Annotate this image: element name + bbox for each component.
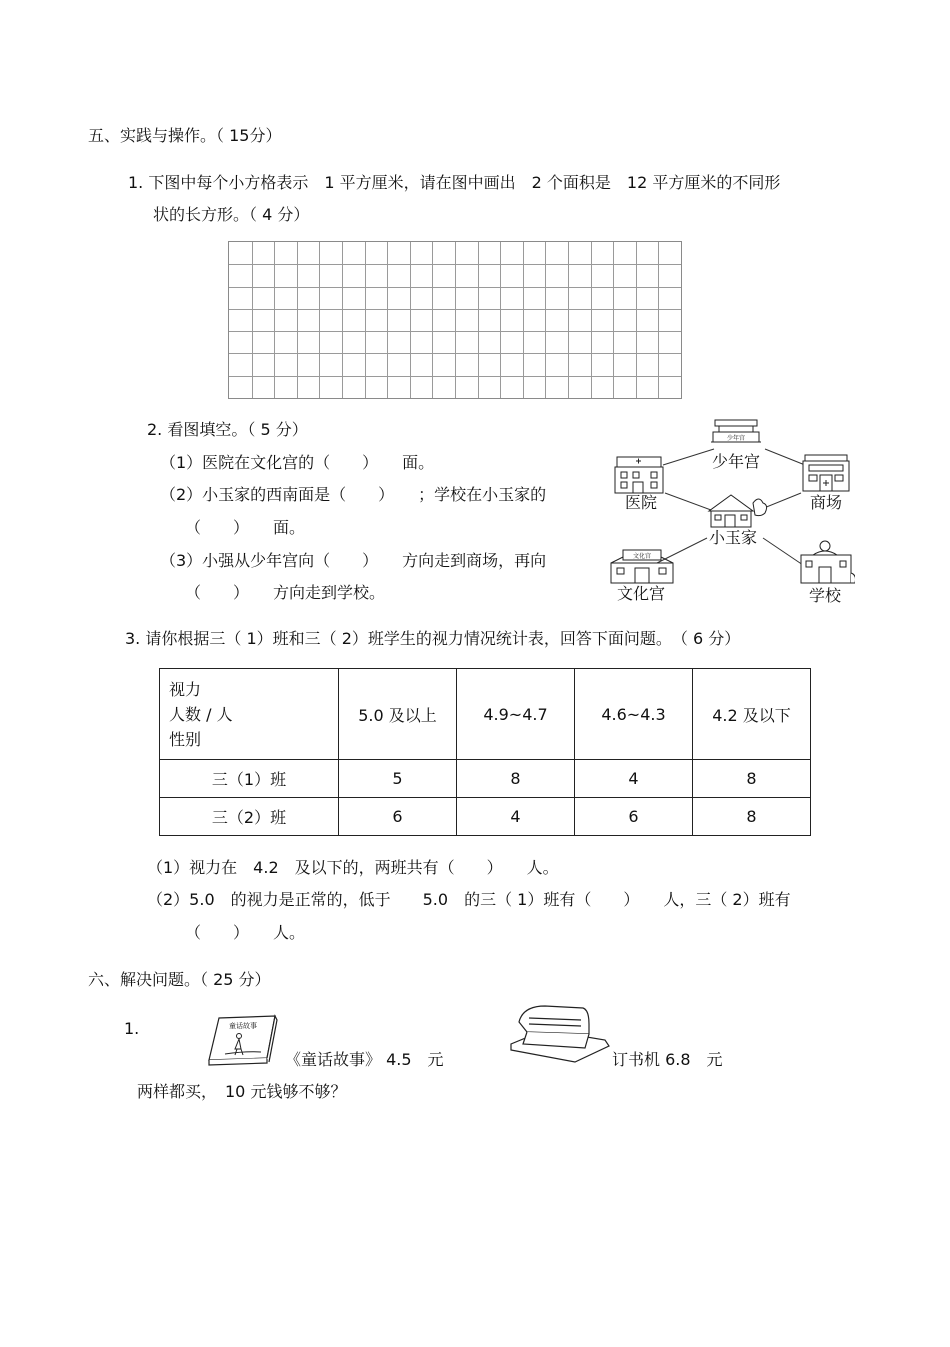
grid-line-vertical bbox=[455, 242, 456, 398]
table-cell: 5 bbox=[339, 760, 457, 798]
grid-line-vertical bbox=[342, 242, 343, 398]
q3-subquestion-2: （2）5.0 的视力是正常的，低于 5.0 的三（ 1）班有（ ） 人，三（ 2）班有 bbox=[147, 890, 791, 909]
grid-line-vertical bbox=[500, 242, 501, 398]
q3-subquestion-2-cont: （ ） 人。 bbox=[185, 923, 306, 942]
grid-line-horizontal bbox=[229, 264, 681, 265]
table-corner-cell bbox=[160, 669, 339, 760]
book-cover-title: 童话故事 bbox=[229, 1022, 257, 1030]
grid-line-vertical bbox=[523, 242, 524, 398]
map-label-shaoniangong: 少年宫 bbox=[711, 452, 761, 471]
q3-subquestion-1: （1）视力在 4.2 及以下的，两班共有（ ） 人。 bbox=[147, 858, 559, 877]
grid-line-vertical bbox=[636, 242, 637, 398]
corner-label-gender: 性别 bbox=[169, 729, 202, 749]
table-row-label: 三（2）班 bbox=[160, 798, 339, 836]
school-building-icon bbox=[801, 541, 855, 583]
table-header-row bbox=[160, 669, 811, 760]
q1-text-line1: 1. 下图中每个小方格表示 1 平方厘米，请在图中画出 2 个面积是 12 平方厘米的不同形 bbox=[128, 173, 781, 192]
q2-part2-cont: （ ） 面。 bbox=[185, 518, 306, 537]
house-icon bbox=[709, 495, 767, 527]
map-label-wenhuagong: 文化宫 bbox=[616, 584, 666, 603]
table-header-cell: 4.2 及以下 bbox=[693, 669, 811, 760]
q2-part2: （2）小玉家的西南面是（ ） ；学校在小玉家的 bbox=[160, 485, 547, 504]
table-row bbox=[160, 760, 811, 798]
hospital-building-icon bbox=[615, 457, 663, 493]
stapler-price-label: 订书机 6.8 元 bbox=[612, 1050, 723, 1069]
table-cell: 4 bbox=[575, 760, 693, 798]
q2-title: 2. 看图填空。（ 5 分） bbox=[147, 420, 308, 439]
mall-building-icon bbox=[803, 455, 849, 491]
grid-line-vertical bbox=[613, 242, 614, 398]
table-row bbox=[160, 798, 811, 836]
map-label-xuexiao: 学校 bbox=[808, 586, 842, 605]
grid-line-vertical bbox=[591, 242, 592, 398]
grid-line-vertical bbox=[319, 242, 320, 398]
map-label-shangchang: 商场 bbox=[809, 493, 843, 512]
grid-line-vertical bbox=[274, 242, 275, 398]
grid-line-vertical bbox=[478, 242, 479, 398]
q2-part3-cont: （ ） 方向走到学校。 bbox=[185, 583, 386, 602]
grid-line-vertical bbox=[252, 242, 253, 398]
table-cell: 8 bbox=[693, 760, 811, 798]
grid-line-vertical bbox=[432, 242, 433, 398]
table-cell: 6 bbox=[575, 798, 693, 836]
table-header-cell: 4.6~4.3 bbox=[575, 669, 693, 760]
vision-stats-table bbox=[159, 668, 811, 836]
grid-line-vertical bbox=[545, 242, 546, 398]
table-cell: 8 bbox=[457, 760, 575, 798]
table-row-label: 三（1）班 bbox=[160, 760, 339, 798]
book-price-label: 《童话故事》 4.5 元 bbox=[285, 1050, 444, 1069]
s6-q1-number: 1. bbox=[124, 1019, 140, 1038]
section-6-title: 六、解决问题。（ 25 分） bbox=[88, 970, 271, 989]
shaoniangong-sign: 少年宫 bbox=[726, 435, 746, 442]
s6-q1-question: 两样都买， 10 元钱够不够？ bbox=[137, 1082, 347, 1101]
wenhuagong-sign: 文化宫 bbox=[632, 553, 652, 560]
grid-line-horizontal bbox=[229, 353, 681, 354]
grid-line-vertical bbox=[568, 242, 569, 398]
q3-title: 3. 请你根据三（ 1）班和三（ 2）班学生的视力情况统计表，回答下面问题。 （ 6 分） bbox=[125, 629, 741, 648]
table-cell: 8 bbox=[693, 798, 811, 836]
map-label-yiyuan: 医院 bbox=[624, 493, 658, 512]
stapler-icon bbox=[505, 1000, 613, 1066]
grid-line-vertical bbox=[387, 242, 388, 398]
table-cell: 4 bbox=[457, 798, 575, 836]
map-label-xiaoyu: 小玉家 bbox=[708, 528, 758, 547]
grid-line-vertical bbox=[365, 242, 366, 398]
fairy-tale-book-icon bbox=[205, 1010, 281, 1068]
grid-line-horizontal bbox=[229, 309, 681, 310]
square-grid[interactable] bbox=[228, 241, 682, 399]
q1-text-line2: 状的长方形。（ 4 分） bbox=[153, 205, 310, 224]
location-map bbox=[603, 415, 855, 607]
table-header-cell: 5.0 及以上 bbox=[339, 669, 457, 760]
section-5-title: 五、实践与操作。（ 15分） bbox=[88, 126, 282, 145]
table-cell: 6 bbox=[339, 798, 457, 836]
corner-label-vision: 视力 bbox=[169, 679, 202, 699]
q2-part1: （1）医院在文化宫的（ ） 面。 bbox=[160, 453, 435, 472]
table-header-cell: 4.9~4.7 bbox=[457, 669, 575, 760]
grid-line-vertical bbox=[297, 242, 298, 398]
corner-label-count: 人数 / 人 bbox=[169, 704, 233, 724]
grid-line-horizontal bbox=[229, 376, 681, 377]
grid-line-vertical bbox=[658, 242, 659, 398]
grid-line-horizontal bbox=[229, 287, 681, 288]
q2-part3: （3）小强从少年宫向（ ） 方向走到商场，再向 bbox=[160, 551, 547, 570]
grid-line-horizontal bbox=[229, 331, 681, 332]
grid-line-vertical bbox=[410, 242, 411, 398]
